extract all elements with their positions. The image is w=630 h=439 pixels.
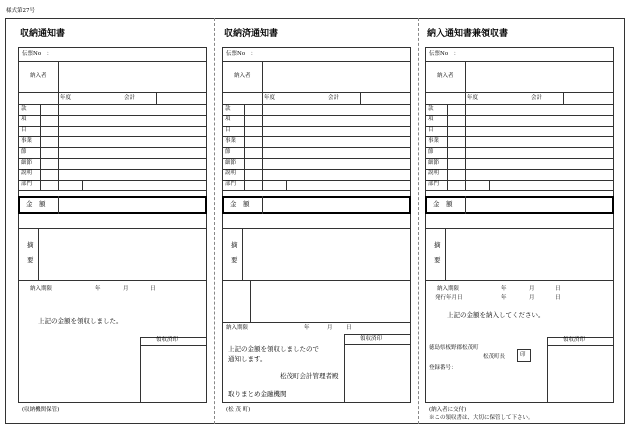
category-divider [286, 180, 287, 191]
stamp-label: 領収済印 [156, 337, 179, 343]
category-divider [58, 104, 59, 190]
category-label: 部門 [428, 181, 440, 188]
category-field[interactable] [465, 116, 613, 125]
remarks-label: 要 [434, 256, 441, 264]
row-divider [262, 92, 263, 104]
category-divider [40, 104, 41, 190]
remarks-label: 要 [27, 256, 34, 264]
category-field[interactable] [58, 137, 206, 146]
remarks-divider [445, 228, 446, 280]
row-line [222, 92, 411, 93]
remarks-label: 摘 [231, 241, 238, 249]
amount-input[interactable] [467, 198, 612, 212]
category-field[interactable] [58, 127, 206, 136]
category-label: 事業 [428, 137, 440, 144]
issue-year: 年 [501, 295, 507, 301]
category-label: 節 [225, 148, 231, 155]
category-label: 目 [428, 127, 434, 134]
payer-label: 納入者 [234, 73, 251, 79]
deadline-label: 納入期限 [226, 325, 249, 331]
panel-title: 納入通知書兼領収書 [427, 29, 509, 39]
deadline-day: 日 [346, 325, 352, 331]
deadline-label: 納入期限 [30, 286, 53, 292]
category-label: 事業 [21, 137, 33, 144]
panel-divider [418, 18, 419, 424]
category-field[interactable] [58, 148, 206, 157]
row-divider [465, 92, 466, 104]
category-field[interactable] [262, 170, 410, 179]
message-2: 通知します。 [228, 355, 267, 363]
category-label: 説明 [225, 170, 237, 177]
account-label: 会計 [531, 95, 543, 101]
amount-label: 金 額 [230, 200, 250, 208]
category-field[interactable] [465, 148, 613, 157]
stamp-line [547, 345, 614, 346]
amount-input[interactable] [60, 198, 205, 212]
category-divider [465, 104, 466, 190]
denpyo-label: 伝票No ： [429, 51, 460, 57]
panel-title: 収納済通知書 [224, 29, 279, 39]
row-line [222, 190, 411, 191]
issue-label: 発行年月日 [435, 295, 463, 301]
category-label: 部門 [225, 181, 237, 188]
deadline-day: 日 [150, 286, 156, 292]
message: 上記の金額を領収しました。 [38, 317, 123, 325]
issue-month: 月 [529, 295, 535, 301]
deadline-year: 年 [501, 286, 507, 292]
category-label: 項 [21, 116, 27, 123]
category-field[interactable] [465, 170, 613, 179]
bank: 取りまとめ金融機関 [228, 390, 287, 398]
row-divider [156, 92, 157, 104]
category-label: 目 [21, 127, 27, 134]
category-divider [489, 180, 490, 191]
row-line [222, 322, 411, 323]
payer-input[interactable] [59, 62, 206, 91]
amount-label: 金 額 [433, 200, 453, 208]
remarks-label: 摘 [27, 241, 34, 249]
category-label: 説明 [428, 170, 440, 177]
row-line [18, 190, 207, 191]
category-divider [447, 104, 448, 190]
stamp-line [344, 344, 411, 345]
category-label: 節 [21, 148, 27, 155]
footer-note: (納入者に交付) [429, 407, 467, 413]
row-line [425, 228, 614, 229]
row-line [18, 280, 207, 281]
category-field[interactable] [58, 181, 206, 190]
category-divider [262, 104, 263, 190]
seal: 印 [520, 352, 526, 358]
category-divider [82, 180, 83, 191]
footer-note: ※この領収書は、大切に保管して下さい。 [429, 415, 534, 421]
deadline-month: 月 [123, 286, 129, 292]
category-label: 細節 [225, 159, 237, 166]
category-field[interactable] [58, 159, 206, 168]
stamp-box [547, 337, 614, 403]
category-label: 款 [21, 105, 27, 112]
amount-input[interactable] [264, 198, 409, 212]
category-label: 項 [428, 116, 434, 123]
payer-input[interactable] [466, 62, 613, 91]
payer-label: 納入者 [30, 73, 47, 79]
category-label: 節 [428, 148, 434, 155]
category-label: 細節 [21, 159, 33, 166]
row-divider [360, 92, 361, 104]
category-label: 款 [225, 105, 231, 112]
category-label: 項 [225, 116, 231, 123]
amount-label: 金 額 [26, 200, 46, 208]
denpyo-label: 伝票No ： [22, 51, 53, 57]
deadline-year: 年 [95, 286, 101, 292]
category-field[interactable] [58, 116, 206, 125]
category-field[interactable] [262, 127, 410, 136]
row-line [425, 190, 614, 191]
stamp-box [140, 337, 207, 403]
official: 松茂町会計管理者殿 [280, 372, 339, 380]
category-divider [244, 104, 245, 190]
fiscal-year-label: 年度 [60, 95, 72, 101]
row-divider [563, 92, 564, 104]
category-label: 款 [428, 105, 434, 112]
category-label: 細節 [428, 159, 440, 166]
message-1: 上記の金額を領収しましたので [228, 345, 319, 353]
fiscal-year-label: 年度 [264, 95, 276, 101]
issue-day: 日 [555, 295, 561, 301]
deadline-label: 納入期限 [437, 286, 460, 292]
stamp-label: 領収済印 [360, 336, 383, 342]
deadline-year: 年 [304, 325, 310, 331]
category-field[interactable] [465, 159, 613, 168]
row-line [425, 92, 614, 93]
category-field[interactable] [262, 116, 410, 125]
remarks-divider [38, 228, 39, 280]
payer-label: 納入者 [437, 73, 454, 79]
panel-divider [214, 18, 215, 424]
payer-input[interactable] [263, 62, 410, 91]
fiscal-year-label: 年度 [467, 95, 479, 101]
category-field[interactable] [465, 181, 613, 190]
category-field[interactable] [262, 181, 410, 190]
amount-divider [465, 196, 466, 214]
footer-note: (収納機関保管) [22, 407, 60, 413]
remarks-label: 摘 [434, 241, 441, 249]
category-label: 説明 [21, 170, 33, 177]
row-line [425, 280, 614, 281]
remarks-divider [242, 228, 243, 280]
category-field[interactable] [262, 105, 410, 114]
deadline-month: 月 [529, 286, 535, 292]
row-line [222, 228, 411, 229]
denpyo-label: 伝票No ： [226, 51, 257, 57]
registration-label: 登録番号： [429, 365, 457, 371]
message: 上記の金額を納入してください。 [447, 311, 545, 319]
stamp-label: 領収済印 [563, 337, 586, 343]
account-label: 会計 [124, 95, 136, 101]
category-field[interactable] [465, 127, 613, 136]
deadline-month: 月 [327, 325, 333, 331]
category-label: 事業 [225, 137, 237, 144]
category-field[interactable] [58, 170, 206, 179]
category-field[interactable] [262, 159, 410, 168]
category-field[interactable] [58, 105, 206, 114]
category-label: 目 [225, 127, 231, 134]
category-field[interactable] [262, 137, 410, 146]
mayor: 松茂町長 [483, 354, 506, 360]
remarks-label: 要 [231, 256, 238, 264]
category-field[interactable] [262, 148, 410, 157]
deadline-day: 日 [555, 286, 561, 292]
account-label: 会計 [328, 95, 340, 101]
category-field[interactable] [465, 137, 613, 146]
row-line [18, 92, 207, 93]
form-number: 様式第27号 [6, 8, 35, 14]
address: 徳島県板野郡松茂町 [429, 345, 479, 351]
stamp-line [140, 345, 207, 346]
footer-note: (松 茂 町) [226, 407, 251, 413]
row-line [18, 228, 207, 229]
amount-divider [58, 196, 59, 214]
panel-title: 収納通知書 [20, 29, 66, 39]
category-label: 部門 [21, 181, 33, 188]
remarks-extra [250, 280, 251, 322]
amount-divider [262, 196, 263, 214]
row-divider [58, 92, 59, 104]
category-field[interactable] [465, 105, 613, 114]
